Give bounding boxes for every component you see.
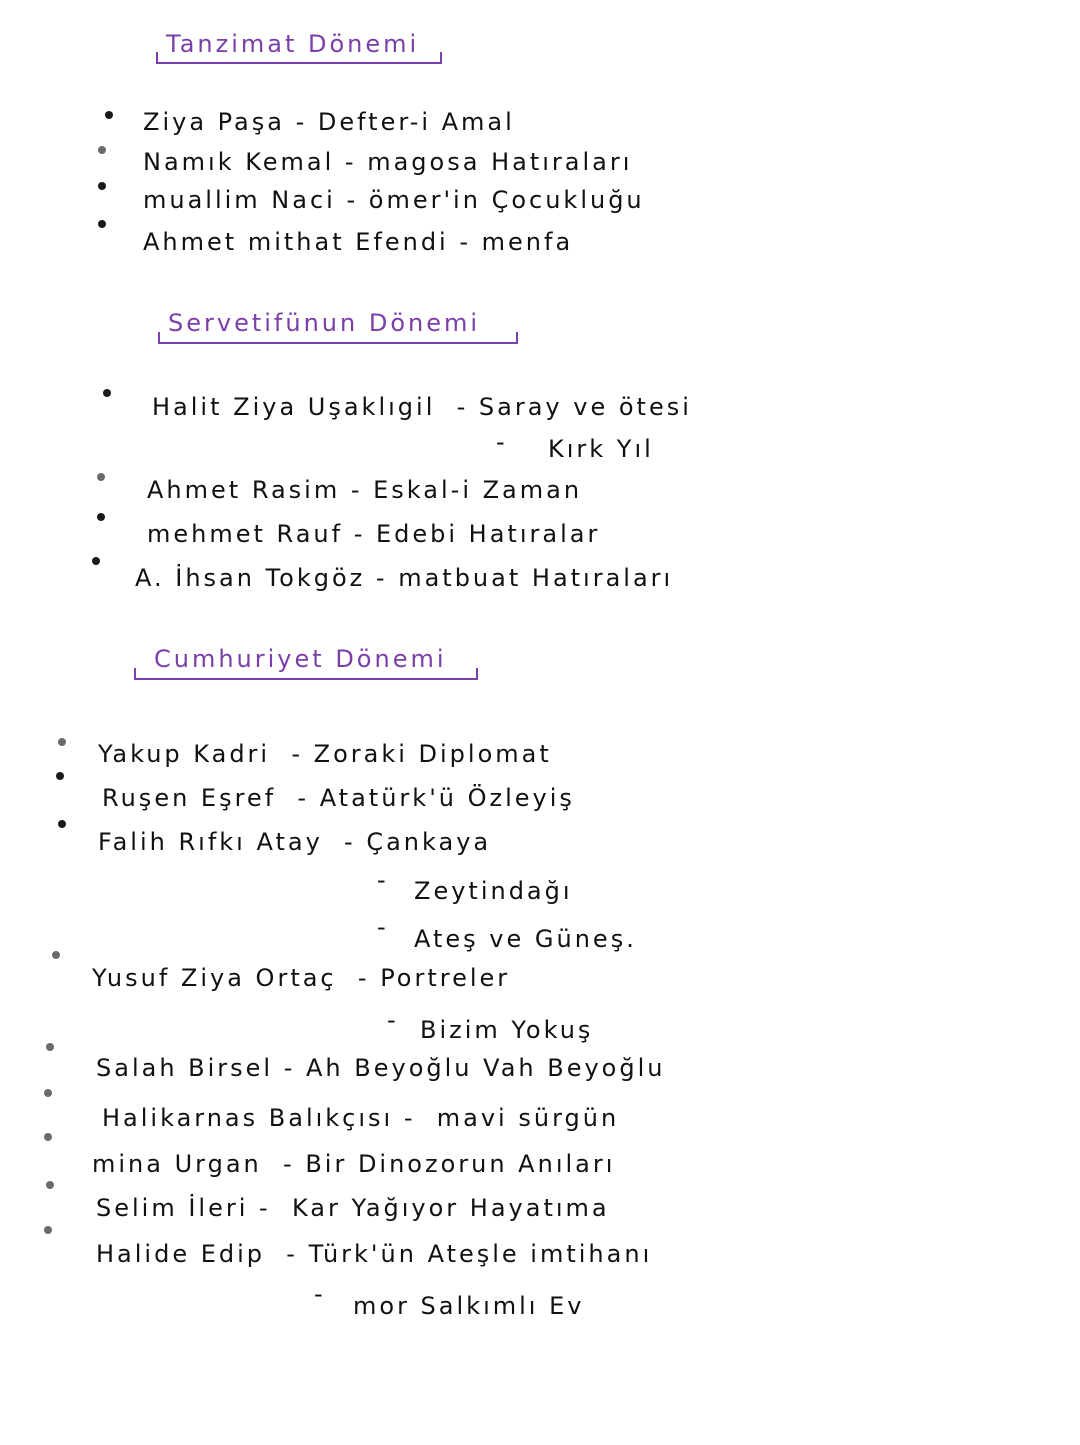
- entry-row: Halit Ziya Uşaklıgil - Saray ve ötesi: [152, 393, 692, 421]
- work-title: magosa Hatıraları: [367, 148, 633, 176]
- bullet: [56, 772, 64, 780]
- bullet: [97, 473, 105, 481]
- bullet: [46, 1181, 54, 1189]
- bullet: [98, 146, 106, 154]
- author-name: Ruşen Eşref: [102, 784, 277, 812]
- bullet: [58, 738, 66, 746]
- work-title: Portreler: [380, 964, 511, 992]
- work-continuation: Zeytindağı: [414, 877, 573, 905]
- heading-underline: [134, 668, 478, 680]
- entry-row: Ruşen Eşref - Atatürk'ü Özleyiş: [102, 784, 575, 812]
- work-title: Ah Beyoğlu Vah Beyoğlu: [306, 1054, 666, 1082]
- continuation-dash: -: [496, 428, 505, 456]
- entry-row: Yusuf Ziya Ortaç - Portreler: [92, 964, 511, 992]
- entry-row: Ahmet Rasim - Eskal-i Zaman: [147, 476, 583, 504]
- entry-row: mina Urgan - Bir Dinozorun Anıları: [92, 1150, 616, 1178]
- work-title: Defter-i Amal: [317, 108, 515, 136]
- work-title: Bir Dinozorun Anıları: [305, 1150, 616, 1178]
- work-continuation: Bizim Yokuş: [420, 1016, 594, 1044]
- author-name: Salah Birsel: [96, 1054, 274, 1082]
- work-title: menfa: [481, 228, 574, 256]
- author-name: Falih Rıfkı Atay: [98, 828, 323, 856]
- entry-row: Falih Rıfkı Atay - Çankaya: [98, 828, 492, 856]
- work-title: ömer'in Çocukluğu: [368, 186, 645, 214]
- bullet: [58, 820, 66, 828]
- author-name: mehmet Rauf: [147, 520, 344, 548]
- work-title: Çankaya: [366, 828, 492, 856]
- author-name: Namık Kemal: [143, 148, 335, 176]
- entry-row: muallim Naci - ömer'in Çocukluğu: [143, 186, 645, 214]
- work-title: Eskal-i Zaman: [373, 476, 583, 504]
- author-name: Ziya Paşa: [143, 108, 285, 136]
- continuation-dash: -: [377, 866, 386, 894]
- work-continuation: mor Salkımlı Ev: [353, 1292, 585, 1320]
- entry-row: Salah Birsel - Ah Beyoğlu Vah Beyoğlu: [96, 1054, 666, 1082]
- bullet: [44, 1226, 52, 1234]
- entry-row: mehmet Rauf - Edebi Hatıralar: [147, 520, 601, 548]
- author-name: Halikarnas Balıkçısı: [102, 1104, 394, 1132]
- heading-underline: [158, 332, 518, 344]
- entry-row: A. İhsan Tokgöz - matbuat Hatıraları: [135, 564, 674, 592]
- author-name: Halide Edip: [96, 1240, 266, 1268]
- entry-row: Ziya Paşa - Defter-i Amal: [143, 108, 515, 136]
- work-title: Türk'ün Ateşle imtihanı: [308, 1240, 653, 1268]
- work-continuation: Ateş ve Güneş.: [414, 925, 637, 953]
- author-name: muallim Naci: [143, 186, 336, 214]
- heading-underline: [156, 52, 442, 64]
- author-name: Ahmet mithat Efendi: [143, 228, 449, 256]
- author-name: Yakup Kadri: [98, 740, 271, 768]
- continuation-dash: -: [314, 1280, 323, 1308]
- bullet: [98, 220, 106, 228]
- author-name: A. İhsan Tokgöz: [135, 564, 366, 592]
- work-title: matbuat Hatıraları: [398, 564, 674, 592]
- author-name: Halit Ziya Uşaklıgil: [152, 393, 436, 421]
- bullet: [44, 1089, 52, 1097]
- bullet: [46, 1043, 54, 1051]
- work-title: Zoraki Diplomat: [313, 740, 552, 768]
- bullet: [97, 513, 105, 521]
- work-title: Kar Yağıyor Hayatıma: [291, 1194, 610, 1222]
- bullet: [103, 389, 111, 397]
- bullet: [105, 111, 113, 119]
- entry-row: Namık Kemal - magosa Hatıraları: [143, 148, 633, 176]
- work-title: Edebi Hatıralar: [375, 520, 601, 548]
- section-heading-cumhuriyet: Cumhuriyet Dönemi: [154, 645, 447, 673]
- entry-row: Halikarnas Balıkçısı - mavi sürgün: [102, 1104, 620, 1132]
- work-title: Atatürk'ü Özleyiş: [319, 784, 575, 812]
- work-title: Saray ve ötesi: [478, 393, 692, 421]
- bullet: [98, 182, 106, 190]
- entry-row: Halide Edip - Türk'ün Ateşle imtihanı: [96, 1240, 653, 1268]
- bullet: [44, 1133, 52, 1141]
- entry-row: Ahmet mithat Efendi - menfa: [143, 228, 574, 256]
- continuation-dash: -: [387, 1006, 396, 1034]
- continuation-dash: -: [377, 913, 386, 941]
- author-name: Yusuf Ziya Ortaç: [92, 964, 337, 992]
- work-title: mavi sürgün: [436, 1104, 620, 1132]
- author-name: mina Urgan: [92, 1150, 262, 1178]
- bullet: [52, 951, 60, 959]
- section-heading-servetifunun: Servetifünun Dönemi: [168, 309, 481, 337]
- author-name: Ahmet Rasim: [147, 476, 341, 504]
- entry-row: Yakup Kadri - Zoraki Diplomat: [98, 740, 552, 768]
- work-continuation: Kırk Yıl: [548, 435, 654, 463]
- entry-row: Selim İleri - Kar Yağıyor Hayatıma: [96, 1194, 610, 1222]
- bullet: [92, 557, 100, 565]
- section-heading-tanzimat: Tanzimat Dönemi: [166, 30, 420, 58]
- author-name: Selim İleri: [96, 1194, 249, 1222]
